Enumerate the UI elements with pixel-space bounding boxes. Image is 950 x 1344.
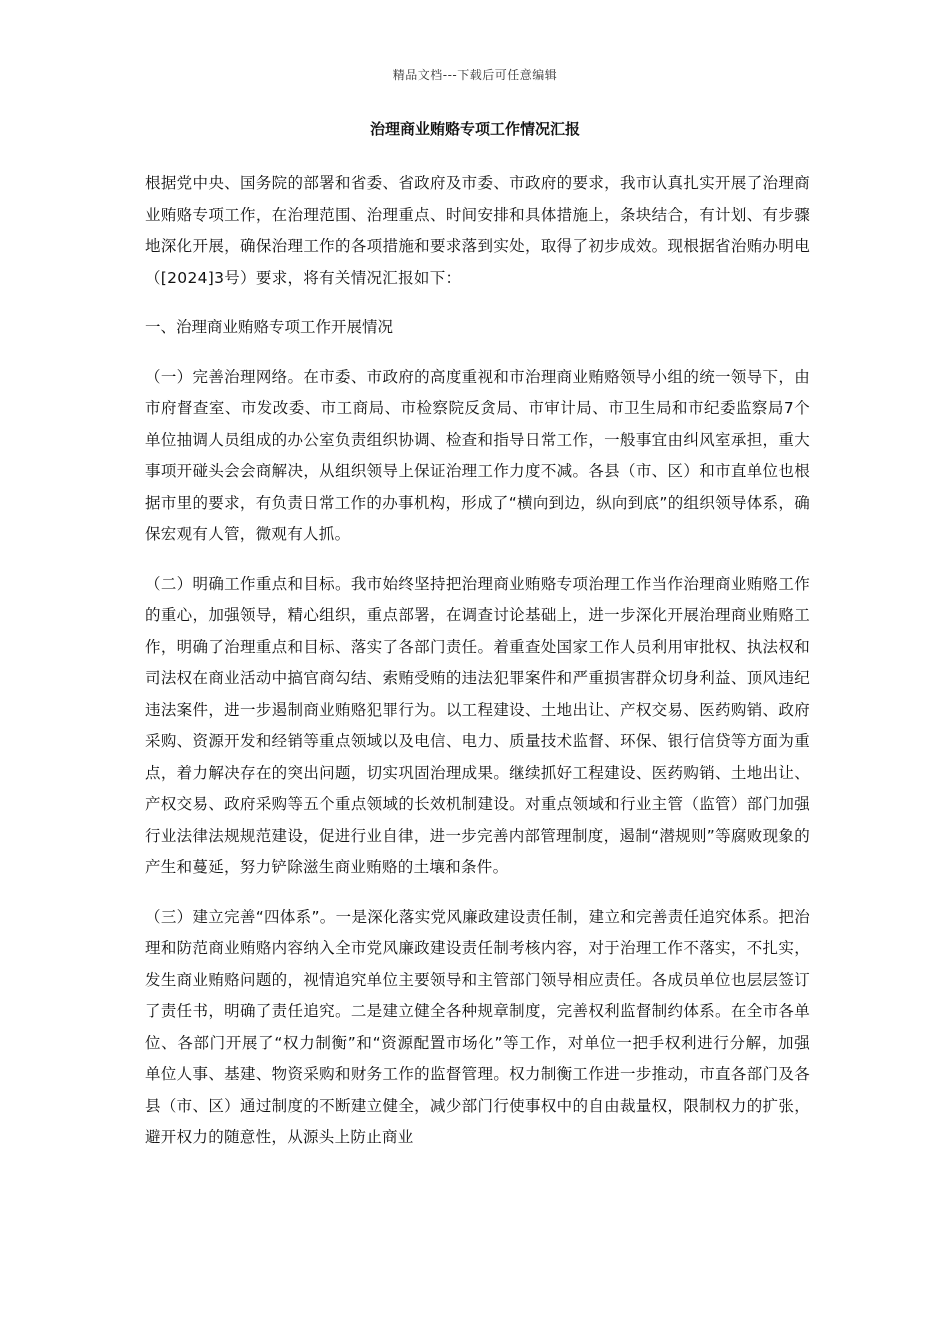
intro-paragraph: 根据党中央、国务院的部署和省委、省政府及市委、市政府的要求，我市认真扎实开展了治理商业贿赂专项工作，在治理范围、治理重点、时间安排和具体措施上，条块结合，有计划、有步骤地深化开展，确保治理工作的各项措施和要求落到实处，取得了初步成效。现根据省治贿办明电（[2024]3号）要求，将有关情况汇报如下： bbox=[145, 174, 810, 287]
paragraph-2: （二）明确工作重点和目标。我市始终坚持把治理商业贿赂专项治理工作当作治理商业贿赂工作的重心，加强领导，精心组织，重点部署，在调查讨论基础上，进一步深化开展治理商业贿赂工作，明确了治理重点和目标、落实了各部门责任。着重查处国家工作人员利用审批权、执法权和司法权在商业活动中搞官商勾结、索贿受贿的违法犯罪案件和严重损害群众切身利益、顶风违纪违法案件，进一步遏制商业贿赂犯罪行为。以工程建设、土地出让、产权交易、医药购销、政府采购、资源开发和经销等重点领域以及电信、电力、质量技术监督、环保、银行信贷等方面为重点，着力解决存在的突出问题，切实巩固治理成果。继续抓好工程建设、医药购销、土地出让、产权交易、政府采购等五个重点领域的长效机制建设。对重点领域和行业主管（监管）部门加强行业法律法规规范建设，促进行业自律，进一步完善内部管理制度，遏制“潜规则”等腐败现象的产生和蔓延，努力铲除滋生商业贿赂的土壤和条件。 bbox=[145, 574, 810, 876]
section-heading-1: 一、治理商业贿赂专项工作开展情况 bbox=[145, 318, 394, 336]
paragraph-3: （三）建立完善“四体系”。一是深化落实党风廉政建设责任制，建立和完善责任追究体系。把治理和防范商业贿赂内容纳入全市党风廉政建设责任制考核内容，对于治理工作不落实，不扎实，发生商业贿赂问题的，视情追究单位主要领导和主管部门领导相应责任。各成员单位也层层签订了责任书，明确了责任追究。二是建立健全各种规章制度，完善权利监督制约体系。在全市各单位、各部门开展了“权力制衡”和“资源配置市场化”等工作，对单位一把手权利进行分解，加强单位人事、基建、物资采购和财务工作的监督管理。权力制衡工作进一步推动，市直各部门及各县（市、区）通过制度的不断建立健全，减少部门行使事权中的自由裁量权，限制权力的扩张，避开权力的随意性，从源头上防止商业 bbox=[145, 907, 810, 1146]
document-title: 治理商业贿赂专项工作情况汇报 bbox=[369, 120, 580, 138]
header-note: 精品文档---下载后可任意编辑 bbox=[392, 68, 558, 82]
document-body bbox=[145, 168, 810, 1172]
paragraph-1: （一）完善治理网络。在市委、市政府的高度重视和市治理商业贿赂领导小组的统一领导下，由市府督查室、市发改委、市工商局、市检察院反贪局、市审计局、市卫生局和市纪委监察局7个单位抽调人员组成的办公室负责组织协调、检查和指导日常工作，一般事宜由纠风室承担，重大事项开碰头会会商解决，从组织领导上保证治理工作力度不减。各县（市、区）和市直单位也根据市里的要求，有负责日常工作的办事机构，形成了“横向到边，纵向到底”的组织领导体系，确保宏观有人管，微观有人抓。 bbox=[145, 367, 810, 543]
